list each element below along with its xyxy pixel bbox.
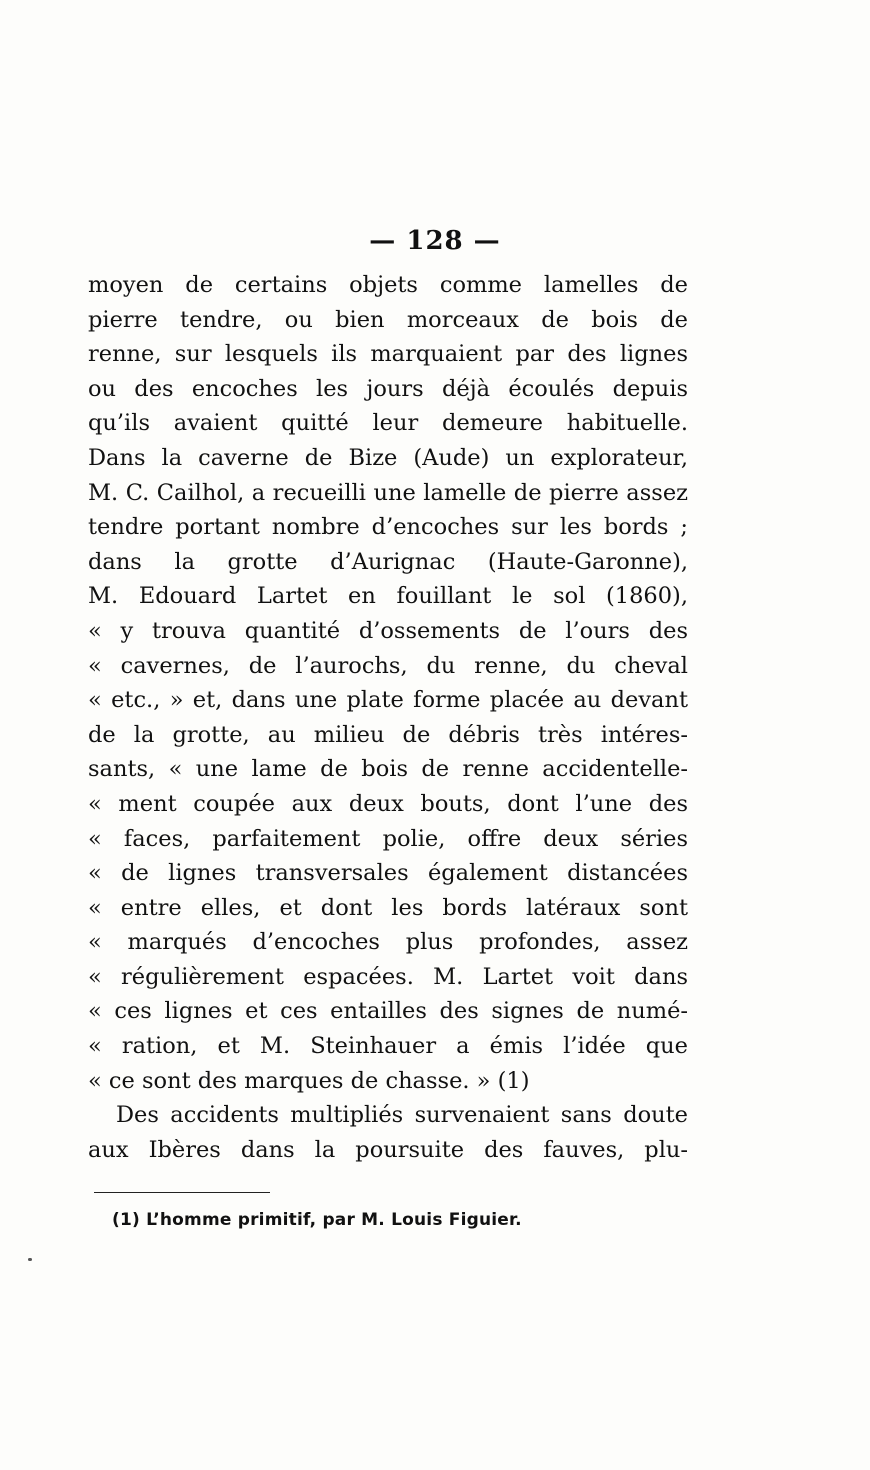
text-line: dans la grotte d’Aurignac (Haute-Garonne), [88,548,688,575]
quote-line: « cavernes, de l’aurochs, du renne, du cheval [88,652,688,679]
quote-line: « ce sont des marques de chasse. » (1) [88,1067,530,1094]
page-number: — 128 — [369,226,501,256]
quote-line: « de lignes transversales également distancées [88,860,688,887]
text-line: pierre tendre, ou bien morceaux de bois de [88,306,688,333]
text-line: aux Ibères dans la poursuite des fauves, plu- [88,1136,688,1163]
quote-line: « régulièrement espacées. M. Lartet voit dans [88,963,688,990]
quote-line: « ment coupée aux deux bouts, dont l’une des [88,790,688,817]
quote-line: « marqués d’encoches plus profondes, assez [88,929,688,956]
text-line: M. C. Cailhol, a recueilli une lamelle de pierre assez [88,479,688,506]
text-line: moyen de certains objets comme lamelles de [88,272,688,298]
text-line: ou des encoches les jours déjà écoulés depuis [88,375,688,402]
footnote: (1) L’homme primitif, par M. Louis Figuier. [112,1210,522,1230]
text-line: tendre portant nombre d’encoches sur les bords ; [88,514,688,541]
text-line: qu’ils avaient quitté leur demeure habituelle. [88,410,688,437]
quote-line: « ces lignes et ces entailles des signes de numé- [88,998,688,1025]
quote-line: « etc., » et, dans une plate forme placée au devant [88,687,688,714]
footnote-divider [94,1192,270,1193]
body-text [88,268,688,1167]
text-line: de la grotte, au milieu de débris très intéres- [88,721,688,748]
text-line: M. Edouard Lartet en fouillant le sol (1860), [88,583,688,610]
quote-line: « entre elles, et dont les bords latéraux sont [88,894,688,921]
quote-line: « y trouva quantité d’ossements de l’ours des [88,617,688,644]
text-line: renne, sur lesquels ils marquaient par des lignes [88,341,688,368]
quote-line: « faces, parfaitement polie, offre deux séries [88,825,688,852]
text-line: sants, « une lame de bois de renne accidentelle- [88,756,688,783]
paper-speck [28,1258,32,1261]
quote-line: « ration, et M. Steinhauer a émis l’idée que [88,1033,688,1060]
text-line: Des accidents multipliés survenaient sans doute [116,1102,688,1129]
text-line: Dans la caverne de Bize (Aude) un explorateur, [88,444,688,471]
